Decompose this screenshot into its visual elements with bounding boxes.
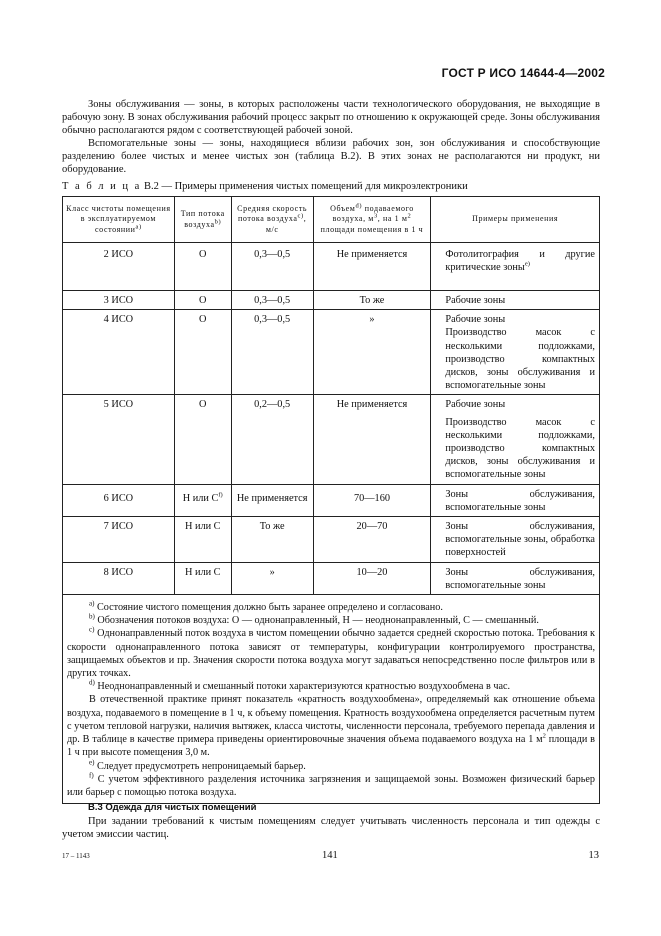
cell-examples: Рабочие зоны Производство масок с несколькими подложками, производство компактных дисков, зоны обслуживания и вспомогательные зоны <box>431 310 600 395</box>
header-speed: Средняя скорость потока воздуха$^{c)}$, м/с <box>231 197 313 243</box>
table-header-row <box>63 197 600 243</box>
table-caption <box>62 181 468 192</box>
cell-speed: 0,3—0,5 <box>231 243 313 291</box>
table-row <box>63 395 600 484</box>
note-f: $^{f)}$ С учетом эффективного разделения источника загрязнения и защищаемой зоны. Возможен физический барьер или барьер с помощью потока воздуха. <box>67 771 595 798</box>
table-caption-prefix: Т а б л и ц а <box>62 181 142 192</box>
table-row <box>63 310 600 395</box>
header-examples: Примеры применения <box>431 197 600 243</box>
footer-print-code: 17 – 1143 <box>62 852 90 860</box>
cell-class: 2 ИСО <box>63 243 175 291</box>
cell-class: 5 ИСО <box>63 395 175 484</box>
table-caption-text: В.2 — Примеры применения чистых помещений для микроэлектроники <box>143 181 468 192</box>
table-notes <box>63 595 600 804</box>
cell-flow: Н или С <box>174 517 231 563</box>
cell-class: 6 ИСО <box>63 484 175 516</box>
header-flow: Тип потока воздуха$^{b)}$ <box>174 197 231 243</box>
note-d: $^{d)}$ Неоднонаправленный и смешанный потоки характеризуются кратностью воздухообмена в час. <box>89 678 511 693</box>
footer-page-number-center: 141 <box>322 850 338 861</box>
cell-volume: То же <box>313 291 431 310</box>
cell-speed: Не применяется <box>231 484 313 516</box>
section-heading: В.3 Одежда для чистых помещений <box>88 802 257 813</box>
cell-flow: О <box>174 395 231 484</box>
note-a: $^{a)}$ Состояние чистого помещения должно быть заранее определено и согласовано. <box>89 599 443 614</box>
cell-examples: Фотолитография и другие критические зоны$^{e)}$ <box>431 243 600 291</box>
cell-class: 3 ИСО <box>63 291 175 310</box>
intro-paragraph-service-zones: Зоны обслуживания — зоны, в которых расположены части технологического оборудования, не выходящие в рабочую зону. В зонах обслуживания рабочий процесс закрыт по отношению к окружающей среде. Зоны обслуживания обычно располагаются рядом с соответствующей рабочей зоной. <box>62 99 600 137</box>
note-c: $^{c)}$ Однонаправленный поток воздуха в чистом помещении обычно задается средней скоростью потока. Требования к скорости однонаправленного потока зависят от температуры, конфигурации контролируемого пространства, защищаемых объектов и пр. Значения скорости потока воздуха могут задаваться непосредственно после фильтров или в других точках. <box>67 626 595 680</box>
cell-examples: Зоны обслуживания, вспомогательные зоны, обработка поверхностей <box>431 517 600 563</box>
note-b: $^{b)}$ Обозначения потоков воздуха: О — однонаправленный, Н — неоднонаправленный, С — смешанный. <box>89 612 539 627</box>
cell-speed: То же <box>231 517 313 563</box>
cell-speed: » <box>231 562 313 594</box>
cell-volume: 70—160 <box>313 484 431 516</box>
cell-flow: О <box>174 291 231 310</box>
table-row <box>63 243 600 291</box>
cell-class: 7 ИСО <box>63 517 175 563</box>
cell-speed: 0,3—0,5 <box>231 310 313 395</box>
cleanroom-table <box>62 196 600 804</box>
table-notes-row <box>63 595 600 804</box>
cell-volume: Не применяется <box>313 243 431 291</box>
cell-flow: О <box>174 243 231 291</box>
footer-page-number: 13 <box>588 850 599 861</box>
intro-paragraph-auxiliary-zones: Вспомогательные зоны — зоны, находящиеся вблизи рабочих зон, зон обслуживания и способствующие разделению более чистых и менее чистых зон (таблица В.2). В этих зонах не располагаются ни продукт, ни оборудование. <box>62 138 600 176</box>
cell-flow: Н или $С^{f)}$ <box>174 484 231 516</box>
cell-speed: 0,2—0,5 <box>231 395 313 484</box>
cell-volume: Не применяется <box>313 395 431 484</box>
table-row <box>63 291 600 310</box>
document-header: ГОСТ Р ИСО 14644-4—2002 <box>441 66 605 80</box>
table-row <box>63 517 600 563</box>
note-e: $^{e)}$ Следует предусмотреть непроницаемый барьер. <box>89 758 306 772</box>
cell-volume: » <box>313 310 431 395</box>
cell-flow: Н или С <box>174 562 231 594</box>
cell-volume: 20—70 <box>313 517 431 563</box>
section-paragraph: При задании требований к чистым помещениям следует учитывать численность персонала и тип одежды с учетом эмиссии частиц. <box>62 816 600 841</box>
cell-flow: О <box>174 310 231 395</box>
header-volume: Объем$^{d)}$ подаваемого воздуха, $м^3$, на 1 $м^2$ площади помещения в 1 ч <box>313 197 431 243</box>
cell-speed: 0,3—0,5 <box>231 291 313 310</box>
header-class: Класс чистоты помещения в эксплуатируемом состоянии$^{а)}$ <box>63 197 175 243</box>
cell-examples: Рабочие зоны Производство масок с несколькими подложками, производство компактных дисков, зоны обслуживания и вспомогательные зоны <box>431 395 600 484</box>
cell-examples: Зоны обслуживания, вспомогательные зоны <box>431 562 600 594</box>
note-d-detail: В отечественной практике принят показатель «кратность воздухообмена», определяемый как отношение объема воздуха, подаваемого в помещение в 1 ч, к объему помещения. Кратность воздухообмена определяется расчетным путем с учетом тепловой нагрузки, наличия вытяжек, класса чистоты, численности персонала, требуемого перепада давления и др. В таблице в качестве примера приведены ориентировочные значения объема подаваемого воздуха на 1 $м^2$ площади в 1 ч при высоте помещения 3,0 м. <box>67 694 595 759</box>
table-row <box>63 562 600 594</box>
cell-volume: 10—20 <box>313 562 431 594</box>
cell-examples: Зоны обслуживания, вспомогательные зоны <box>431 484 600 516</box>
table-row <box>63 484 600 516</box>
cell-class: 8 ИСО <box>63 562 175 594</box>
cell-class: 4 ИСО <box>63 310 175 395</box>
cell-examples: Рабочие зоны <box>431 291 600 310</box>
